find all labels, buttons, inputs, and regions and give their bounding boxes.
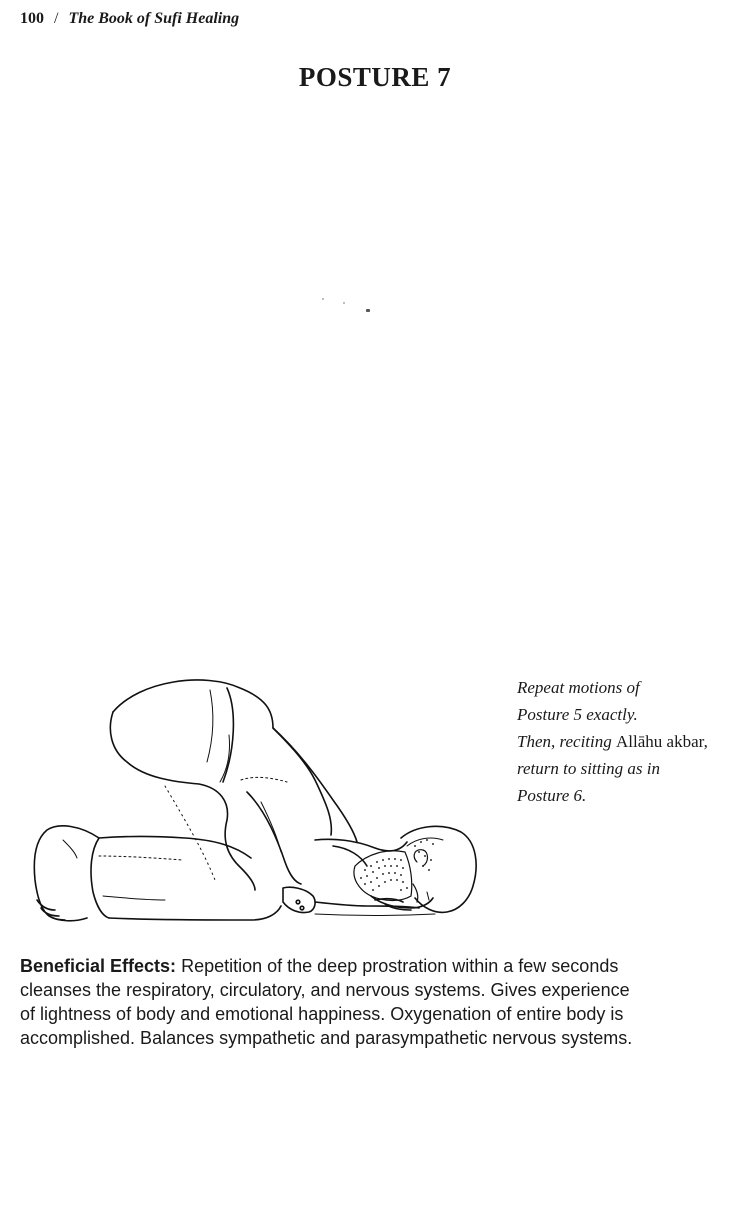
print-speck bbox=[322, 298, 324, 300]
header-separator: / bbox=[54, 10, 59, 27]
paragraph-line: of lightness of body and emotional happiness. Oxygenation of entire body is bbox=[20, 1004, 624, 1024]
beneficial-effects-paragraph bbox=[20, 954, 740, 1050]
paragraph-text: Repetition of the deep prostration within a few seconds bbox=[181, 956, 619, 976]
print-speck bbox=[366, 309, 370, 312]
book-title: The Book of Sufi Healing bbox=[68, 10, 240, 27]
paragraph-line: accomplished. Balances sympathetic and parasympathetic nervous systems. bbox=[20, 1028, 633, 1048]
print-speck bbox=[343, 302, 345, 304]
posture-caption bbox=[517, 674, 750, 809]
beneficial-effects-label: Beneficial Effects: bbox=[20, 956, 177, 976]
caption-line bbox=[517, 728, 750, 755]
caption-line: Posture 5 exactly. bbox=[517, 705, 638, 724]
page-number: 100 bbox=[20, 10, 44, 27]
body-figure bbox=[34, 680, 419, 921]
page-title: POSTURE 7 bbox=[298, 62, 452, 92]
caption-text: Then, reciting bbox=[517, 732, 612, 751]
caption-line: Posture 6. bbox=[517, 786, 587, 805]
paragraph-line: cleanses the respiratory, circulatory, and nervous systems. Gives experience bbox=[20, 980, 630, 1000]
paragraph-line bbox=[20, 954, 740, 978]
prostration-illustration bbox=[15, 670, 495, 930]
recitation-phrase: Allāhu akbar, bbox=[616, 732, 708, 751]
caption-line: Repeat motions of bbox=[517, 678, 640, 697]
caption-line: return to sitting as in bbox=[517, 759, 660, 778]
running-head bbox=[20, 10, 239, 28]
